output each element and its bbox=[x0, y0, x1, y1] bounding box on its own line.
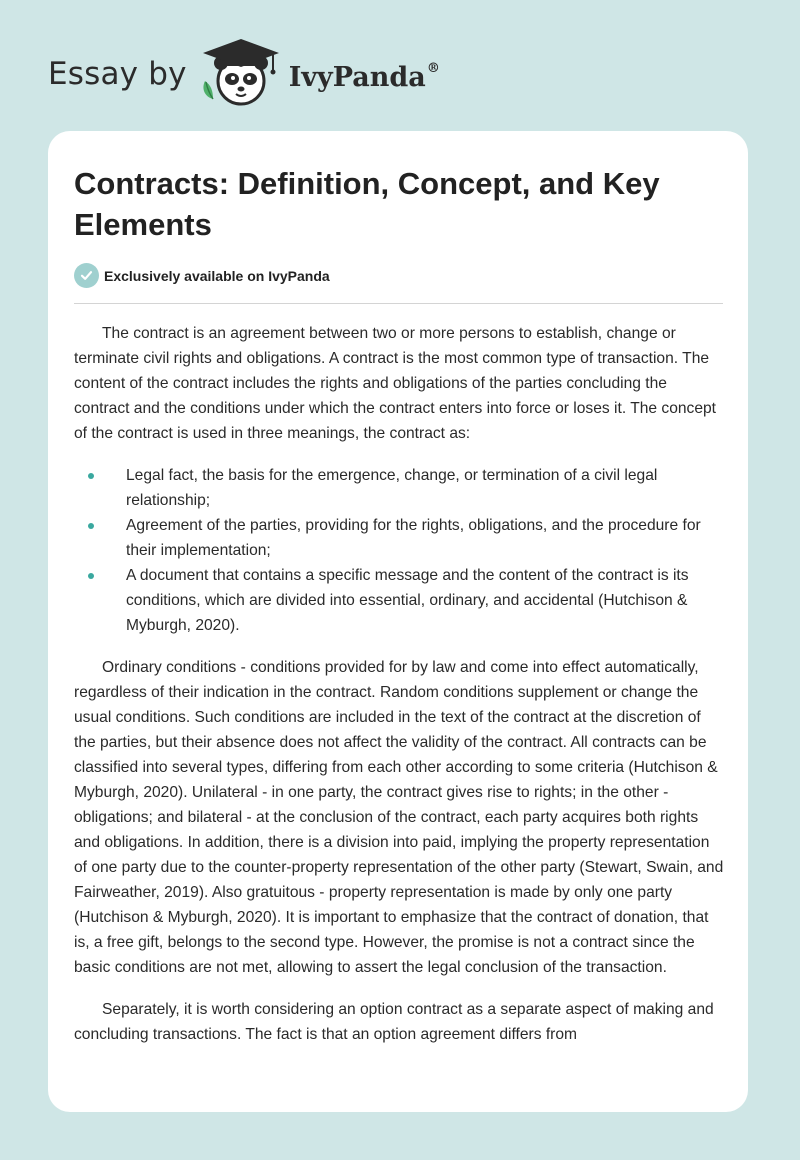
list-item: Legal fact, the basis for the emergence, change, or termination of a civil legal relationship; bbox=[74, 463, 726, 513]
divider bbox=[74, 303, 723, 304]
essay-body bbox=[74, 321, 726, 1064]
brand-name[interactable] bbox=[289, 61, 440, 93]
essay-by-label: Essay by bbox=[48, 56, 187, 92]
page-title: Contracts: Definition, Concept, and Key Elements bbox=[74, 166, 660, 242]
panda-graduate-icon[interactable] bbox=[199, 37, 283, 114]
paragraph: Ordinary conditions - conditions provided for by law and come into effect automatically, regardless of their indication in the contract. Random conditions supplement or change the usual conditions. Such conditions are included in the text of the contract at the discretion of the parties, but their absence does not affect the validity of the contract. All contracts can be classified into several types, differing from each other according to some criteria (Hutchison & Myburgh, 2020). Unilateral - in one party, the contract gives rise to rights; in the other - obligations; and bilateral - at the conclusion of the contract, each party acquires both rights and obligations. In addition, there is a division into paid, implying the property representation of one party due to the counter-property representation of the other party (Stewart, Swain, and Fairweather, 2019). Also gratuitous - property representation is made by only one party (Hutchison & Myburgh, 2020). It is important to emphasize that the contract of donation, that is, a free gift, belongs to the second type. However, the promise is not a contract since the basic conditions are not met, allowing to assert the legal conclusion of the transaction. bbox=[74, 659, 724, 976]
bullet-list bbox=[74, 463, 726, 638]
brand-text: IvyPanda bbox=[288, 62, 426, 93]
paragraph: The contract is an agreement between two or more persons to establish, change or terminate civil rights and obligations. A contract is the most common type of transaction. The content of the contract includes the rights and obligations of the parties concluding the contract and the conditions under which the contract enters into force or loses it. The concept of the contract is used in three meanings, the contract as: bbox=[74, 325, 717, 442]
check-icon bbox=[74, 263, 99, 288]
registered-mark: ® bbox=[426, 61, 440, 76]
essay-card bbox=[48, 131, 748, 1112]
exclusive-label: Exclusively available on IvyPanda bbox=[104, 267, 330, 284]
site-header bbox=[48, 34, 440, 114]
list-item: A document that contains a specific message and the content of the contract is its conditions, which are divided into essential, ordinary, and accidental (Hutchison & Myburgh, 2020). bbox=[74, 563, 726, 638]
list-item: Agreement of the parties, providing for the rights, obligations, and the procedure for their implementation; bbox=[74, 513, 726, 563]
exclusive-badge bbox=[74, 263, 330, 288]
paragraph: Separately, it is worth considering an option contract as a separate aspect of making and concluding transactions. The fact is that an option agreement differs from bbox=[74, 1001, 714, 1043]
